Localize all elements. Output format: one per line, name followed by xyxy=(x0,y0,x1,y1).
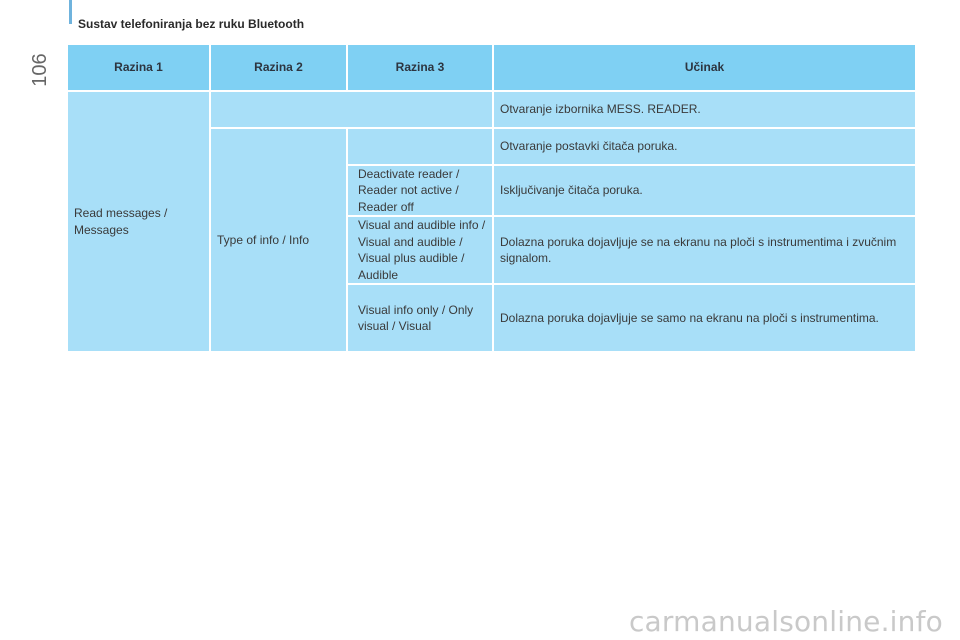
settings-table xyxy=(68,45,915,351)
row2-effect xyxy=(494,129,915,164)
row1-empty-span xyxy=(211,92,492,127)
row5-level3 xyxy=(348,285,492,351)
page-number xyxy=(20,53,60,87)
row2-effect-text: Otvaranje postavki čitača poruka. xyxy=(500,139,678,154)
row3-effect-text: Isključivanje čitača poruka. xyxy=(500,183,643,198)
row5-effect xyxy=(494,285,915,351)
row5-effect-text: Dolazna poruka dojavljuje se samo na ekranu na ploči s instrumentima. xyxy=(500,310,879,325)
column-header-ucinak: Učinak xyxy=(494,45,915,90)
row3-level3 xyxy=(348,166,492,215)
row3-effect xyxy=(494,166,915,215)
row2-level3-empty xyxy=(348,129,492,164)
row4-level3 xyxy=(348,217,492,283)
level2-cell xyxy=(211,129,346,351)
watermark: carmanualsonline.info xyxy=(628,605,943,638)
row1-effect xyxy=(494,92,915,127)
level1-cell xyxy=(68,92,209,351)
row1-effect-text: Otvaranje izbornika MESS. READER. xyxy=(500,102,701,117)
row4-level3-text: Visual and audible info / Visual and audible / Visual plus audible / Audible xyxy=(358,218,486,282)
row4-effect-text: Dolazna poruka dojavljuje se na ekranu na ploči s instrumentima i zvučnim signalom. xyxy=(500,234,897,265)
title-accent-bar xyxy=(69,0,72,24)
page-title: Sustav telefoniranja bez ruku Bluetooth xyxy=(78,17,305,31)
column-header-razina-2: Razina 2 xyxy=(211,45,346,90)
row4-effect xyxy=(494,217,915,283)
column-header-razina-3: Razina 3 xyxy=(348,45,492,90)
level2-label: Type of info / Info xyxy=(217,232,310,247)
column-header-razina-1: Razina 1 xyxy=(68,45,209,90)
page-number-text: 106 xyxy=(28,53,51,87)
row3-level3-text: Deactivate reader / Reader not active / Reader off xyxy=(358,166,460,214)
level1-label: Read messages / Messages xyxy=(74,206,168,237)
row5-level3-text: Visual info only / Only visual / Visual xyxy=(358,302,474,333)
